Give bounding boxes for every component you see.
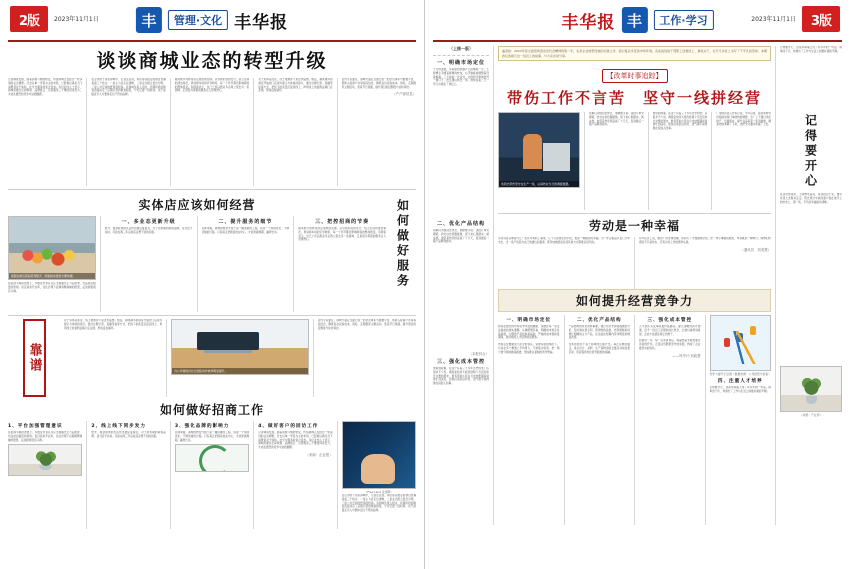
section-divider — [8, 189, 416, 190]
photo-caption: 该同志带伤坚守在生产一线，认真核对当日的调度数据。 — [499, 181, 579, 187]
text-column — [639, 315, 701, 525]
column-divider — [100, 216, 101, 312]
feature-title-band — [498, 289, 771, 312]
subsection-title: 一、多业态更新升级 — [121, 219, 176, 225]
column-divider — [493, 46, 494, 525]
kicker-badge: 【改革时事追踪】 — [602, 69, 668, 83]
column-divider — [253, 421, 254, 529]
subsection-title: 三、强化成本管控 — [436, 359, 485, 365]
text-column — [8, 421, 82, 529]
column-text: 在采访结束时，王师傅笑着说，等这批活干完，要带家里人去海边走走。阳光穿过车间的窗户落在他手上的纱布上，那一刻，平凡的幸福格外清晰。 — [780, 193, 842, 204]
column-divider — [166, 319, 167, 397]
right-mid-columns — [498, 237, 771, 289]
paper-logo-icon: 丰 — [621, 7, 647, 33]
column-divider — [648, 112, 649, 210]
photo-caption: （来源：产业部） — [799, 413, 823, 417]
text-column — [639, 237, 771, 289]
column-divider — [634, 237, 635, 289]
section-label-right: 工作·学习 — [653, 10, 713, 30]
runner-icon — [724, 338, 730, 347]
page-title-right: 带伤工作不言苦 坚守一线拼经营 — [506, 89, 762, 107]
masthead-right — [433, 6, 842, 42]
photo-caption: 商超生鲜区商品陈列整齐，顾客挑选更加方便快捷。 — [9, 273, 95, 279]
subsection-title: 二、优化产品结构 — [436, 221, 485, 227]
column-divider — [170, 78, 171, 186]
photo-caption: （Free Land·沈国辉） — [364, 490, 394, 494]
subhead-labor-happiness: 劳动是一种幸福 — [588, 219, 680, 233]
issue-date-left: 2023年11月1日 — [54, 16, 99, 23]
text-column — [202, 216, 290, 312]
column-text: 记者调查发现，随着消费习惯的转变，传统商城正在经历一轮深刻的业态调整。过去以单一零售为主的布局，已经难以满足当下消费者对于体验、社交与服务的复合需求。多位业内人士表示，商城需要从空间规划、品牌组合、运营服务三个维度同步发力，才能在激烈的竞争中站稳脚跟。 — [258, 431, 333, 449]
column-divider — [564, 315, 565, 525]
photo-office-desk — [171, 319, 309, 375]
byline: （本报综合） — [468, 352, 489, 356]
column-text: 十月的清晨，车间里的机器声已经响成一片。王师傅左手缠着厚厚的纱布，右手熟练地调整着设备参数。三天前的一次意外，让他的手掌被划开一道口子，医生建议休息一周，他却在第二天一早又出现在了岗位上。 — [433, 68, 489, 86]
column-divider — [197, 216, 198, 312]
subsection-title: 4、做好客户的回访工作 — [258, 424, 319, 429]
section-divider — [8, 315, 416, 316]
text-column — [569, 315, 631, 525]
paper-name-right: 丰华报 — [561, 12, 616, 33]
right-bottom-columns — [498, 315, 771, 525]
text-column — [498, 315, 560, 525]
column-divider — [337, 78, 338, 186]
byline: （通讯员 刘美慧） — [740, 247, 771, 252]
column-text: 业内专家建议，商城方面应当建立统一的会员体系与数据平台，帮助入驻商户共享客流信息，降低各自获客成本。同时，定期组织主题活动，营造节日氛围，提升项目的话题度与到访频次。 — [341, 78, 417, 89]
column-text: 记得要开心，这是车间墙上挂了许多年的一句话。简单四个字，却道出了工作与生活之间最朴素的平衡。 — [780, 46, 842, 53]
subsection-title: 四、注重人才培养 — [717, 379, 763, 384]
section-label-left: 管理·文化 — [168, 10, 228, 30]
photo-caption: 竞争力提升示意图（数据来源：公司经营分析室） — [709, 372, 772, 376]
photo-supermarket — [8, 216, 96, 280]
column-divider — [86, 421, 87, 529]
column-divider — [705, 315, 706, 525]
column-text: 在招商节奏的把控上，多数受访者认为应当遵循先主力后配套、先品质后数量的原则。盲目追求开业率，往往会埋下后期频繁换铺的隐患，反而损害项目口碑。 — [8, 431, 83, 442]
column-text: 同事们劝他回去休息，他摆摆手说：这批订单交期紧，我对这台机器最熟，留下来心里踏实。就这样，他带着伤连续奋战了十几天，直到最后一箱产品顺利装车。 — [589, 112, 644, 127]
column-text: 如何在激烈的市场竞争中站稳脚跟，是摆在每一家企业面前的现实课题。从调研情况看，明确的市场定位是前提，合理的产品结构是基础，严格的成本管控是保障，而持续的人才培养则是根本。 — [498, 325, 560, 340]
column-text: 成本管控并不等于简单的压缩开支。真正有效的做法，是从设计、采购、生产到物流的全链条寻找改善空间，用流程的优化替代粗放的削减。 — [568, 343, 630, 354]
column-divider — [313, 319, 314, 397]
subsection-title: 一、明确市场定位 — [506, 318, 552, 323]
column-text: 记得要开心，这是车间墙上挂了许多年的一句话。简单四个字，却道出了工作与生活之间最朴素的平衡。 — [709, 386, 771, 393]
right-main-content — [498, 46, 771, 525]
column-text: 对于实体店而言，线上渠道并不是洪水猛兽。相反，越来越多的商家开始把门店视为展示与体验的窗口，通过社群运营、直播带货等方式，把线下的流量沉淀到线上，再用线上的复购反哺门店业绩，形成良性循环。 — [64, 319, 163, 330]
paper-logo-icon: 丰 — [136, 7, 162, 33]
newspaper-page-right — [425, 0, 850, 569]
column-text: 劳动究竟意味着什么？在许多老职工看来，它不只是谋生的手段，更是一种踏实的幸福。当一件合格品从自己手中交出，当一条产线因为自己的建议而提速，那份成就感是任何其他方式都难以替代的。 — [498, 237, 630, 244]
column-divider — [86, 78, 87, 186]
column-text: 此外，租金政策的灵活性也被反复提及。对于培育期的新锐品牌，适当给予扶持，可能在两三年后收获意想不到的回报。 — [104, 227, 193, 234]
column-text: 对于实体店而言，线上渠道并不是洪水猛兽。相反，越来越多的商家开始把门店视为展示与体验的窗口，通过社群运营、直播带货等方式，把线下的流量沉淀到线上，再用线上的复购反哺门店业绩，形成良性循环。 — [258, 78, 333, 93]
continuation-label: （上接一版） — [449, 46, 473, 51]
column-text: 同事们劝他回去休息，他摆摆手说：这批订单交期紧，我对这台机器最熟，留下来心里踏实。就这样，他带着伤连续奋战了十几天，直到最后一箱产品顺利装车。 — [433, 229, 489, 244]
column-text: 在走访的十余家商城中，记者注意到，那些客流稳定的项目普遍具备三个特点：一是主力店定位清晰，二是业态组合层次分明，三是公共空间的舒适度较高。有商城负责人坦言，招商阶段的取舍直接决定了后期运营的难易程度，宁可空置一段时间，也不能随意引入与整体定位不符的品牌。 — [91, 78, 166, 96]
right-side-column — [780, 46, 842, 525]
subhead-competitiveness: 如何提升经营竞争力 — [575, 294, 693, 308]
paper-name-left: 丰华报 — [234, 12, 289, 33]
column-text: 人才是所有变革的最终落脚点。建立清晰的晋升通道，给予一线员工足够的成长机会，让他们看得到希望，企业才能留住真正的骨干。 — [639, 325, 701, 336]
stamp-block — [8, 319, 60, 397]
subsection-title: 1、平台加强管理意识 — [8, 424, 63, 429]
text-column — [91, 421, 165, 529]
byline: （来源：企业报） — [305, 452, 333, 457]
photo-column — [8, 216, 96, 312]
column-text: 总体来看，商城的转型升级不是一蹴而就的工程，而是一个持续优化、不断试错的过程。只有真正把顾客放在中心，才能穿越周期，赢得长远。 — [174, 431, 250, 442]
column-text: 服务细节同样是决定成败的关键。从导视系统的设计，到卫生间的清洁频次，再到停车场的引导效率，每一个环节都会影响顾客的整体感受。有顾客表示，自己之所以愿意多走两公里去另一家商城，正是因为那里的服务让人觉得舒心。 — [174, 78, 250, 93]
column-with-byline — [342, 78, 416, 186]
column-divider — [711, 112, 712, 210]
page-title-left: 谈谈商城业态的转型升级 — [96, 50, 328, 72]
chart-column — [710, 315, 772, 525]
photo-column — [498, 112, 580, 210]
runner-icon — [750, 326, 756, 335]
column-text: 市场定位要避免大而全的误区。资源有限的情况下，与其在多个赛道上平均用力，不如集中优势，把一两个细分领域做深做透，形成难以复制的竞争壁垒。 — [498, 343, 560, 354]
text-column — [298, 216, 386, 312]
column-text: 厂里的负责人告诉记者，今年以来，面对原材料价格波动和订单结构的调整，全厂上下通过优化排产、压缩库存、提升良品率等一系列措施，硬是把成本降了下来，也把交付准时率提了上去。 — [716, 112, 772, 127]
column-text: 服务细节同样是决定成败的关键。从导视系统的设计，到卫生间的清洁频次，再到停车场的引导效率，每一个环节都会影响顾客的整体感受。有顾客表示，自己之所以愿意多走两公里去另一家商城，正是因为那里的服务让人觉得舒心。 — [298, 227, 386, 242]
byline: （产产部信息） — [392, 92, 417, 97]
text-column — [175, 421, 249, 529]
divider — [433, 55, 489, 56]
subhead-investment-work: 如何做好招商工作 — [159, 403, 264, 417]
subhead-store-operation: 实体店应该如何经营 — [138, 198, 256, 212]
kicker-wrap — [498, 63, 771, 83]
column-divider — [170, 421, 171, 529]
photo-injured-worker — [498, 112, 580, 188]
byline: ——风华计·刘政慧 — [672, 353, 701, 358]
masthead-center-left — [136, 7, 288, 33]
right-top-columns — [498, 112, 771, 210]
column-text: 记者调查发现，随着消费习惯的转变，传统商城正在经历一轮深刻的业态调整。过去以单一零售为主的布局，已经难以满足当下消费者对于体验、社交与服务的复合需求。多位业内人士表示，商城需要从空间规划、品牌组合、运营服务三个维度同步发力，才能在激烈的竞争中站稳脚跟。 — [8, 78, 83, 96]
column-divider — [253, 78, 254, 186]
photo-hand-tech — [342, 421, 416, 489]
subsection-title: 三、把控招商的节奏 — [315, 219, 370, 225]
masthead-center-right — [561, 7, 713, 33]
subsection-title: 3、强化品牌的影响力 — [174, 424, 230, 429]
left-mid-columns — [8, 216, 386, 312]
photo-plant-small — [8, 444, 82, 476]
column-text: 在招商节奏的把控上，多数受访者认为应当遵循先主力后配套、先品质后数量的原则。盲目追求开业率，往往会埋下后期频繁换铺的隐患，反而损害项目口碑。 — [8, 282, 96, 293]
column-divider — [337, 421, 338, 529]
photo-plant-window — [780, 366, 842, 412]
subsection-title: 2、线上线下同步发力 — [91, 424, 146, 429]
photo-recycle-icon — [175, 444, 249, 472]
stamp-text: 靠谱 — [23, 319, 46, 397]
photo-caption: 办公环境的优化让团队协作效率明显提升。 — [172, 368, 308, 374]
editors-note: 编者按：2023年是全面贯彻落实党代会精神的第一年，也是企业转型爬坡的关键之年。面对复杂多变的市场环境，各条战线的干部职工迎难而上、真抓实干，在平凡岗位上书写了不平凡的答卷。本期我们选取几位一线员工的故事，与大家共同分享。 — [498, 46, 771, 61]
photo-column — [342, 421, 416, 529]
column-text: 在走访的十余家商城中，记者注意到，那些客流稳定的项目普遍具备三个特点：一是主力店定位清晰，二是业态组合层次分明，三是公共空间的舒适度较高。有商城负责人坦言，招商阶段的取舍直接决定了后期运营的难易程度，宁可空置一段时间，也不能随意引入与整体定位不符的品牌。 — [341, 494, 417, 512]
photo-competitiveness-chart — [710, 315, 772, 371]
column-text: 产品结构的优化同样重要。通过对历史销售数据的分析，及时淘汰低毛利、低周转的品类，把资源倾斜给增长明确的主力产品，往往能在短期内带来明显的效益改善。 — [568, 325, 630, 340]
column-text: 类似的故事，在这个有着三十多年历史的老厂区里并不少见。调度室的李大姐连续两个月没有休过完整的周末，财务部的小张在月末结账期间常常忙到深夜，而他们谈起这些时，语气都平淡得像在说别人的事。 — [433, 367, 489, 385]
section-divider — [498, 213, 771, 214]
continuation-column — [433, 46, 489, 525]
left-top-columns — [8, 78, 416, 186]
page-number-badge-right: 3版 — [802, 6, 840, 32]
column-text: 总体来看，商城的转型升级不是一蹴而就的工程，而是一个持续优化、不断试错的过程。只有真正把顾客放在中心，才能穿越周期，赢得长远。 — [201, 227, 290, 234]
vertical-headline-service: 如何做好服务 — [395, 199, 410, 289]
photo-column — [171, 319, 309, 375]
runner-icon — [737, 333, 743, 342]
column-divider — [775, 46, 776, 525]
subsection-title: 二、提升服务的细节 — [218, 219, 273, 225]
column-divider — [634, 315, 635, 525]
subsection-title: 二、优化产品结构 — [576, 318, 622, 323]
text-column — [105, 216, 193, 312]
page-number-badge-left: 2版 — [10, 6, 48, 32]
column-text: 类似的故事，在这个有着三十多年历史的老厂区里并不少见。调度室的李大姐连续两个月没有休过完整的周末，财务部的小张在月末结账期间常常忙到深夜，而他们谈起这些时，语气都平淡得像在说别人的事。 — [652, 112, 708, 130]
subsection-title: 三、强化成本管控 — [647, 318, 693, 323]
column-divider — [293, 216, 294, 312]
column-text: 此外，租金政策的灵活性也被反复提及。对于培育期的新锐品牌，适当给予扶持，可能在两三年后收获意想不到的回报。 — [91, 431, 166, 438]
column-text: 回望这一年，每一点进步背后，都凝结着无数普通劳动者的汗水。正是这些默默坚守的身影，构成了企业最坚实的底色。 — [639, 339, 701, 350]
column-text: 业内专家建议，商城方面应当建立统一的会员体系与数据平台，帮助入驻商户共享客流信息，降低各自获客成本。同时，定期组织主题活动，营造节日氛围，提升项目的话题度与到访频次。 — [317, 319, 416, 330]
masthead-left — [8, 6, 416, 42]
column-divider — [584, 112, 585, 210]
column-text: 有年轻员工说，刚进厂时觉得枯燥，时间久了才慢慢体会到，把一件小事做到极致，本身就是一种修行。师傅们传授的不只是技术，还有对待工作的那份认真。 — [639, 237, 771, 244]
text-column — [258, 421, 332, 529]
issue-date-right: 2023年11月1日 — [751, 16, 796, 23]
subsection-title: 一、明确市场定位 — [436, 60, 485, 66]
left-bottom-columns — [8, 421, 416, 529]
vertical-headline-keep-happy: 记得要开心 — [803, 114, 818, 189]
